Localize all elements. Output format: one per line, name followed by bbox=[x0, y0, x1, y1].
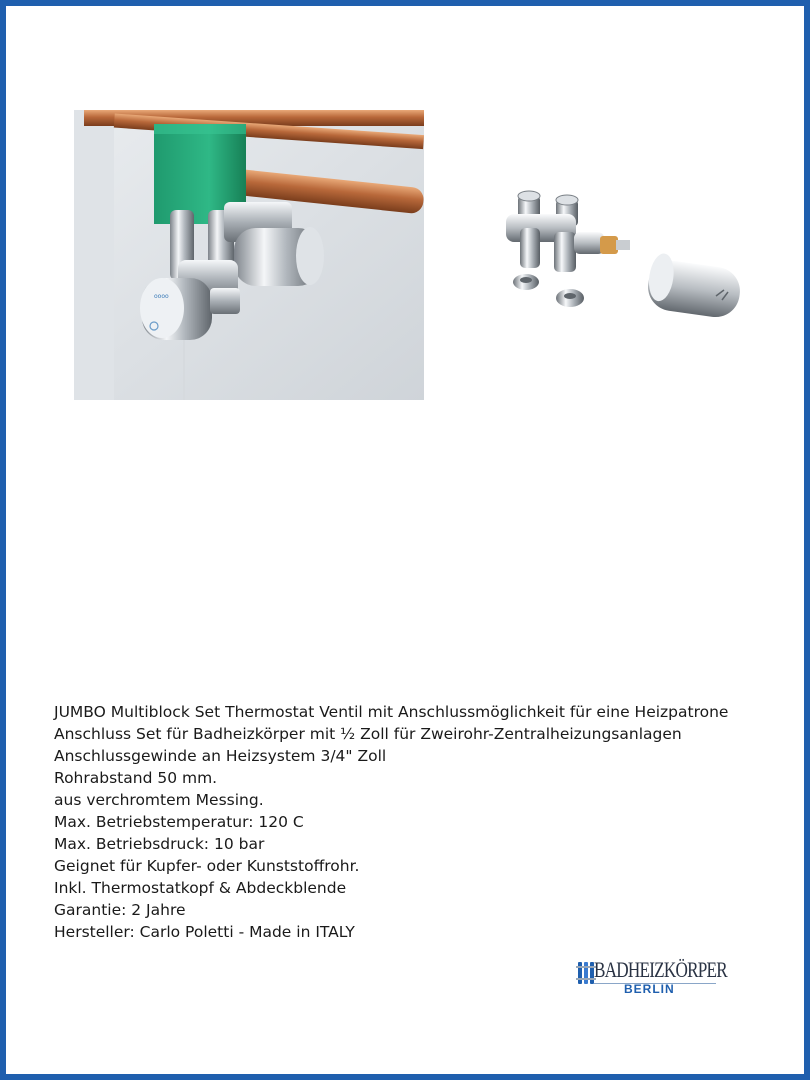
description-line: Anschluss Set für Badheizkörper mit ½ Zoll für Zweirohr-Zentralheizungsanlagen bbox=[54, 725, 682, 743]
description-line: aus verchromtem Messing. bbox=[54, 791, 264, 809]
product-description bbox=[54, 701, 794, 943]
description-line: Rohrabstand 50 mm. bbox=[54, 769, 218, 787]
description-line: Garantie: 2 Jahre bbox=[54, 901, 186, 919]
logo-city: BERLIN bbox=[624, 982, 675, 996]
description-line: Anschlussgewinde an Heizsystem 3/4" Zoll bbox=[54, 747, 387, 765]
description-line: Hersteller: Carlo Poletti - Made in ITALY bbox=[54, 923, 355, 941]
description-line: Max. Betriebsdruck: 10 bar bbox=[54, 835, 265, 853]
description-line: JUMBO Multiblock Set Thermostat Ventil mit Anschlussmöglichkeit für eine Heizpatrone bbox=[54, 703, 729, 721]
installed-valve-photo bbox=[74, 110, 424, 400]
radiator-icon bbox=[576, 958, 596, 986]
description-line: Geignet für Kupfer- oder Kunststoffrohr. bbox=[54, 857, 360, 875]
description-line: Max. Betriebstemperatur: 120 C bbox=[54, 813, 304, 831]
svg-text:oooo: oooo bbox=[154, 293, 169, 300]
logo-wordmark: BADHEIZKÖRPER bbox=[594, 957, 727, 982]
brand-logo bbox=[576, 956, 727, 998]
description-line: Inkl. Thermostatkopf & Abdeckblende bbox=[54, 879, 347, 897]
valve-set-photo bbox=[490, 178, 752, 338]
